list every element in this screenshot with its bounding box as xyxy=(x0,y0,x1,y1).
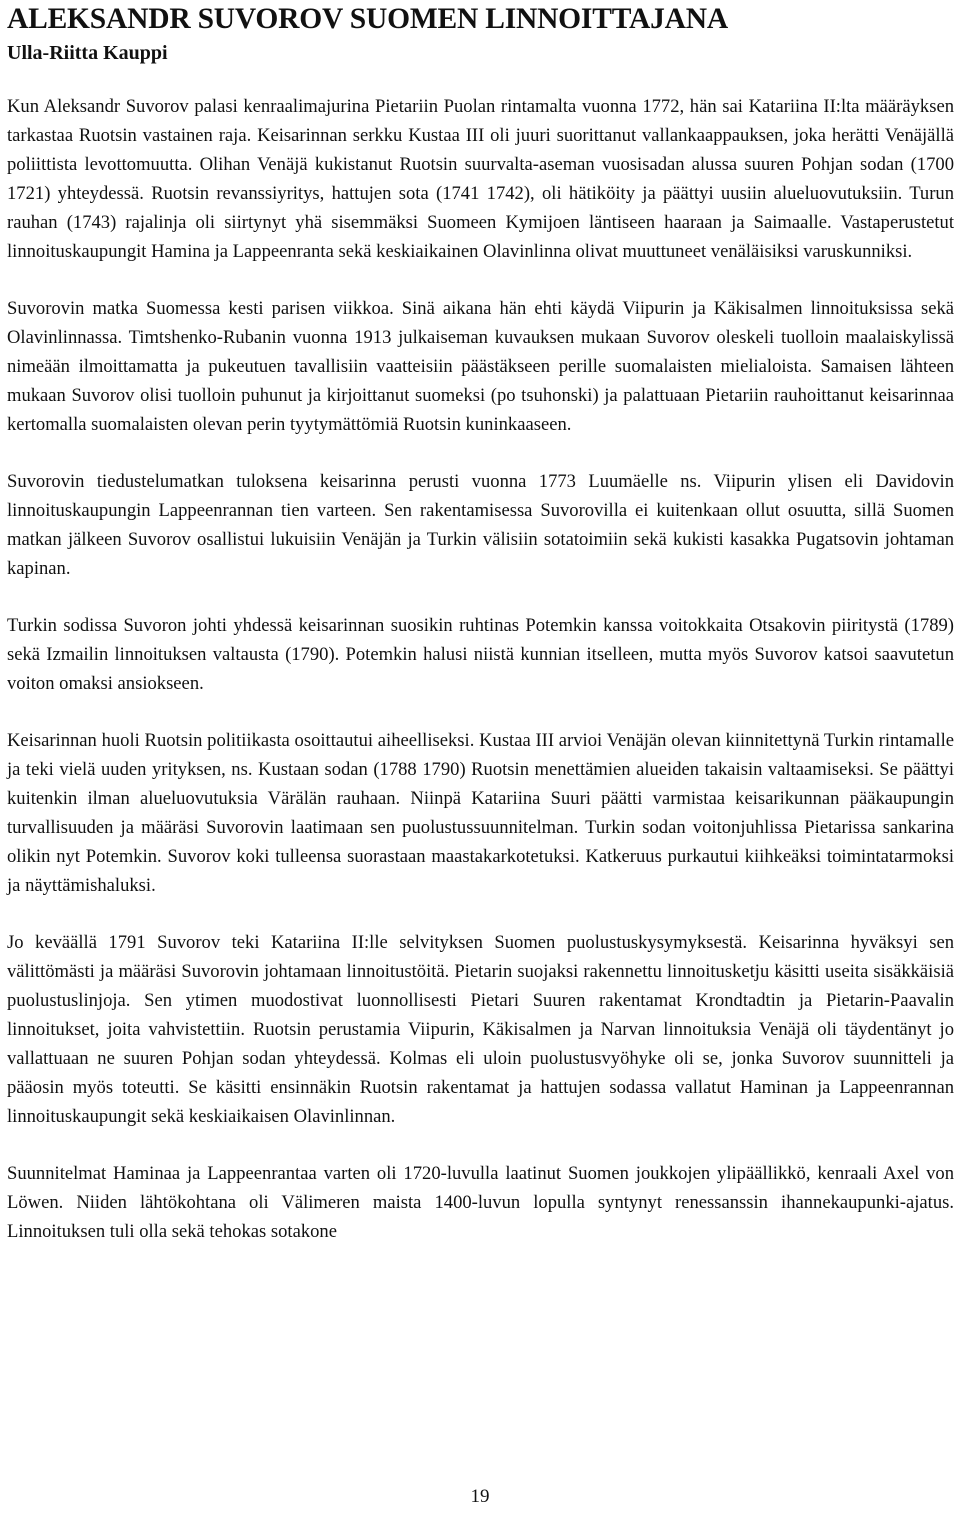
document-title: ALEKSANDR SUVOROV SUOMEN LINNOITTAJANA xyxy=(7,3,728,35)
paragraph: Kun Aleksandr Suvorov palasi kenraalimajurina Pietariin Puolan rintamalta vuonna 1772, hän sai Katariina II:lta määräyksen tarkastaa Ruotsin vastainen raja. Keisarinnan serkku Kustaa III oli juuri suorittanut vallankaappauksen, joka herätti Venäjällä poliittista levottomuutta. Olihan Venäjä kukistanut Ruotsin suurvalta-aseman vuosisadan alussa suuren Pohjan sodan (1700 1721) yhteydessä. Ruotsin revanssiyritys, hattujen sota (1741 1742), oli hätiköity ja päättyi uusiin alueluovutuksiin. Turun rauhan (1743) rajalinja oli siirtynyt yhä sisemmäksi Suomeen Kymijoen läntiseen haaraan ja Saimaalle. Vastaperustetut linnoituskaupungit Hamina ja Lappeenranta sekä keskiaikainen Olavinlinna olivat muuttuneet venäläisiksi varuskunniksi. xyxy=(7,96,954,262)
paragraph: Suvorovin matka Suomessa kesti parisen viikkoa. Sinä aikana hän ehti käydä Viipurin ja Käkisalmen linnoituksissa sekä Olavinlinnassa. Timtshenko-Rubanin vuonna 1913 julkaiseman kuvauksen mukaan Suvorov oleskeli tuolloin maalaiskylissä nimeään ilmoittamatta ja pukeutuen tavallisiin vaatteisiin päästäkseen perille suomalaisten mielialoista. Samaisen lähteen mukaan Suvorov olisi tuolloin puhunut ja kirjoittanut suomeksi (po tsuhonski) ja palattuaan Pietariin rauhoittanut keisarinnaa kertomalla suomalaisten olevan perin tyytymättömiä Ruotsin kuninkaaseen. xyxy=(7,298,954,435)
paragraph: Jo keväällä 1791 Suvorov teki Katariina II:lle selvityksen Suomen puolustuskysymyksestä. Keisarinna hyväksyi sen välittömästi ja määräsi Suvorovin johtamaan linnoitustöitä. Pietarin suojaksi rakennettu linnoitusketju käsitti useita sisäkkäisiä puolustuslinjoja. Sen ytimen muodostivat luonnollisesti Pietari Suuren rakentamat Krondtadtin ja Pietarin-Paavalin linnoitukset, joita vahvistettiin. Ruotsin perustamia Viipurin, Käkisalmen ja Narvan linnoituksia Venäjä oli täydentänyt jo vallattuaan ne suuren Pohjan sodan yhteydessä. Kolmas eli uloin puolustusvyöhyke oli se, jonka Suvorov suunnitteli ja pääosin myös toteutti. Se käsitti ensinnäkin Ruotsin rakentamat ja hattujen sodassa vallatut Haminan ja Lappeenrannan linnoituskaupungit sekä keskiaikaisen Olavinlinnan. xyxy=(7,932,954,1127)
author-name: Ulla-Riitta Kauppi xyxy=(7,42,168,64)
page-number: 19 xyxy=(470,1486,490,1507)
paragraph: Turkin sodissa Suvoron johti yhdessä keisarinnan suosikin ruhtinas Potemkin kanssa voitokkaita Otsakovin piiritystä (1789) sekä Izmailin linnoituksen valtausta (1790). Potemkin halusi niistä kunnian itselleen, mutta myös Suvorov katsoi saavutetun voiton omaksi ansiokseen. xyxy=(7,615,954,694)
paragraph: Keisarinnan huoli Ruotsin politiikasta osoittautui aiheelliseksi. Kustaa III arvioi Venäjän olevan kiinnitettynä Turkin rintamalle ja teki vielä uuden yrityksen, ns. Kustaan sodan (1788 1790) Ruotsin menettämien alueiden takaisin valtaamiseksi. Se päättyi kuitenkin ilman alueluovutuksia Värälän rauhaan. Niinpä Katariina Suuri päätti varmistaa keisarikunnan pääkaupungin turvallisuuden ja määräsi Suvorovin laatimaan sen puolustussuunnitelman. Turkin sodan voitonjuhlissa Pietarissa sankarina olikin nyt Potemkin. Suvorov koki tulleensa suorastaan maastakarkotetuksi. Katkeruus purkautui kiihkeäksi toimintatarmoksi ja näyttämishaluksi. xyxy=(7,730,954,896)
document-body xyxy=(7,92,954,1246)
paragraph: Suunnitelmat Haminaa ja Lappeenrantaa varten oli 1720-luvulla laatinut Suomen joukkojen ylipäällikkö, kenraali Axel von Löwen. Niiden lähtökohtana oli Välimeren maista 1400-luvun lopulla syntynyt renessanssin ihannekaupunki-ajatus. Linnoituksen tuli olla sekä tehokas sotakone xyxy=(7,1163,954,1242)
paragraph: Suvorovin tiedustelumatkan tuloksena keisarinna perusti vuonna 1773 Luumäelle ns. Viipurin ylisen eli Davidovin linnoituskaupungin Lappeenrannan tien varteen. Sen rakentamisessa Suvorovilla ei kuitenkaan ollut osuutta, sillä Suomen matkan jälkeen Suvorov osallistui lukuisiin Venäjän ja Turkin välisiin sotatoimiin sekä kukisti kasakka Pugatsovin johtaman kapinan. xyxy=(7,471,954,579)
document-page xyxy=(7,0,954,1274)
